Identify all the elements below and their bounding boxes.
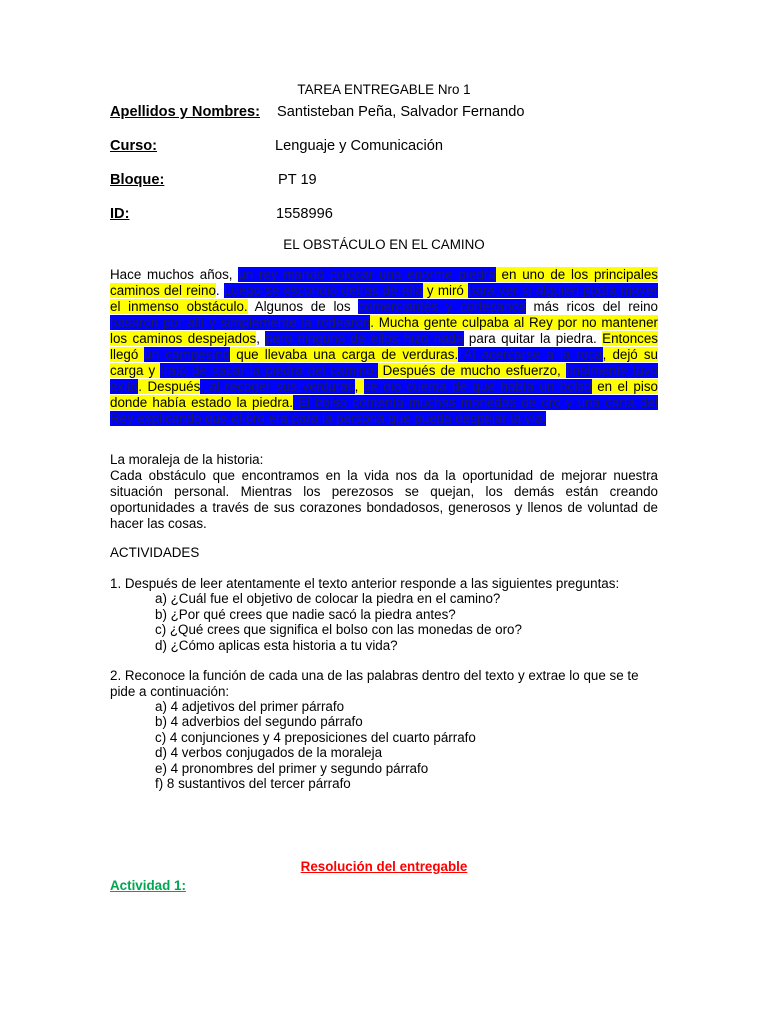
story-segment: trató de sacar la piedra del camino.	[160, 363, 378, 378]
activities-heading: ACTIVIDADES	[110, 545, 200, 560]
moral-heading: La moraleja de la historia:	[110, 452, 264, 467]
question-1-item-b: b) ¿Por qué crees que nadie sacó la piedra antes?	[155, 607, 456, 622]
field-value-names: Santisteban Peña, Salvador Fernando	[277, 104, 525, 120]
moral-text: Cada obstáculo que encontramos en la vida nos da la oportunidad de mejorar nuestra situación personal. Mientras los perezosos se quejan, los demás están creando oportunidades a través de sus corazones bondadosos, generosos y llenos de voluntad de hacer las cosas.	[110, 468, 658, 531]
story-segment: finalmente tuvo éxito	[110, 363, 658, 394]
story-segment: que llevaba una carga de verduras.	[230, 347, 459, 362]
story-segment: un campesino	[144, 347, 231, 362]
story-segment: pasaron por allí y simplemente la rodearon	[110, 315, 371, 330]
story-segment: . Después	[138, 379, 201, 394]
activity-1-heading: Actividad 1:	[110, 878, 186, 893]
question-2-item-d: d) 4 verbos conjugados de la moraleja	[155, 745, 383, 760]
story-segment: un rey mandó colocar una enorme piedra	[238, 267, 496, 282]
question-2-item-f: f) 8 sustantivos del tercer párrafo	[155, 776, 351, 791]
field-label-course: Curso:	[110, 138, 158, 154]
story-segment: para quitar la piedra.	[463, 331, 603, 346]
field-value-block: PT 19	[278, 172, 317, 188]
question-2-item-a: a) 4 adjetivos del primer párrafo	[155, 699, 345, 714]
story-segment: El bolso contenía muchas monedas de oro y una carta del Rey explicando que el oro era para la persona que pueda despejar la vía.	[110, 395, 658, 426]
field-label-names: Apellidos y Nombres:	[110, 104, 261, 120]
field-label-id: ID:	[110, 206, 130, 222]
story-segment: en uno de los principales caminos del reino	[110, 267, 658, 298]
document-title: TAREA ENTREGABLE Nro 1	[297, 82, 471, 97]
story-segment: en el piso donde había estado la piedra.	[110, 379, 658, 410]
question-1-item-c: c) ¿Qué crees que significa el bolso con las monedas de oro?	[155, 622, 522, 637]
question-2-item-c: c) 4 conjunciones y 4 preposiciones del cuarto párrafo	[155, 730, 476, 745]
story-segment: Después de mucho esfuerzo,	[377, 363, 566, 378]
question-2-item-e: e) 4 pronombres del primer y segundo párrafo	[155, 761, 429, 776]
question-2: 2. Reconoce la función de cada una de las palabras dentro del texto y extrae lo que se te pide a continuación:	[110, 668, 639, 699]
story-title: EL OBSTÁCULO EN EL CAMINO	[283, 237, 485, 252]
question-1-item-d: d) ¿Cómo aplicas esta historia a tu vida?	[155, 638, 398, 653]
field-value-id: 1558996	[276, 206, 333, 222]
story-segment: , dejó su carga y	[110, 347, 659, 378]
story-paragraph	[110, 267, 658, 427]
story-segment: más ricos del reino	[525, 299, 658, 314]
story-segment: y miró	[422, 283, 469, 298]
resolution-title: Resolución del entregable	[300, 859, 468, 874]
story-segment: comerciantes y cortesanos	[358, 299, 526, 314]
story-segment: el inmenso obstáculo.	[110, 299, 248, 314]
question-1: 1. Después de leer atentamente el texto anterior responde a las siguientes preguntas:	[110, 576, 620, 591]
field-label-block: Bloque:	[110, 172, 165, 188]
story-segment: pero ninguno de ellos hizo nada	[265, 331, 464, 346]
question-1-item-a: a) ¿Cuál fue el objetivo de colocar la piedra en el camino?	[155, 591, 501, 606]
question-2-item-b: b) 4 adverbios del segundo párrafo	[155, 714, 363, 729]
story-segment: Luego se escondió detrás de ella	[223, 283, 423, 298]
story-segment: se dio cuenta de que había un bolso	[363, 379, 592, 394]
story-segment: para ver si alguien podía mover	[468, 283, 658, 298]
story-segment: Algunos de los	[247, 299, 359, 314]
story-segment: , al recoger sus verduras	[200, 379, 355, 394]
story-segment: Entonces llegó	[110, 331, 658, 362]
story-segment: Al acercarse a la roca	[458, 347, 603, 362]
story-segment: ,	[256, 331, 266, 346]
story-segment: ,	[354, 379, 364, 394]
field-value-course: Lenguaje y Comunicación	[275, 138, 443, 154]
story-segment: . Mucha gente culpaba al Rey por no mantener los caminos despejados	[110, 315, 658, 346]
story-segment: Hace muchos años,	[110, 267, 239, 282]
story-segment: .	[215, 283, 224, 298]
